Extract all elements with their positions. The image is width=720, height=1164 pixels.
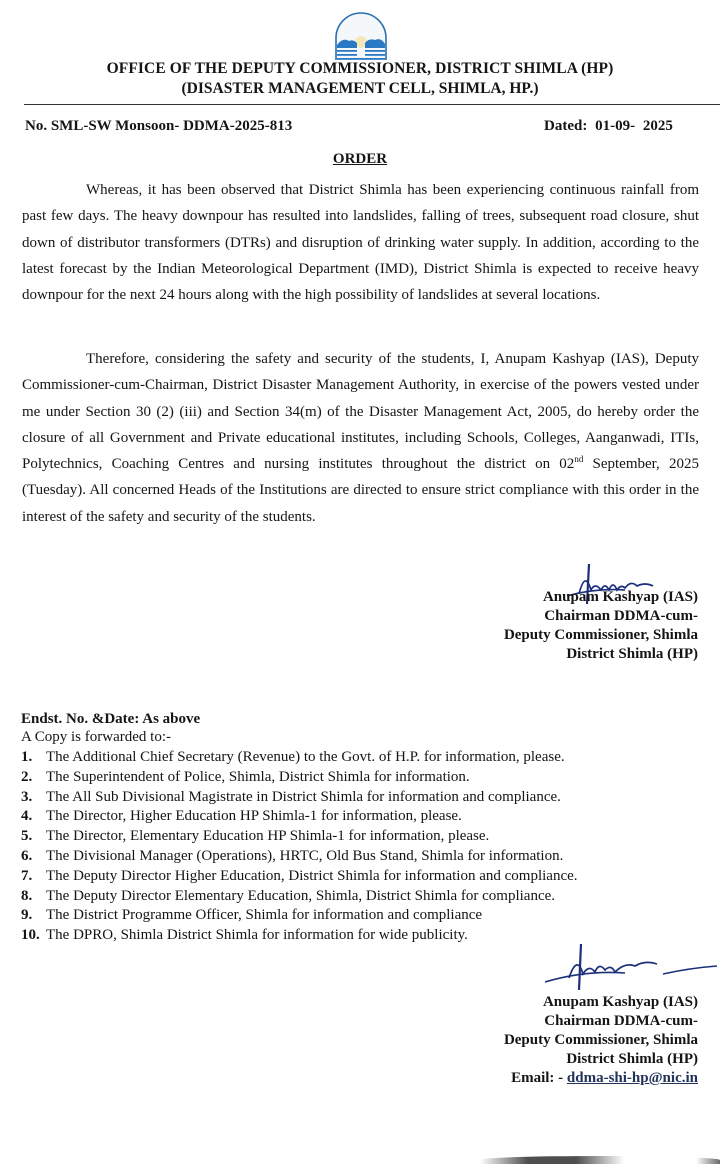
- email-line: [504, 1069, 698, 1088]
- order-paragraph-1: Whereas, it has been observed that District Shimla has been experiencing continuous rainfall from past few days. The heavy downpour has resulted into landslides, falling of trees, subsequent road closure, shut down of distributor transformers (DTRs) and disruption of drinking water supply. In addition, according to the latest forecast by the Indian Meteorological Department (IMD), District Shimla is expected to receive heavy downpour for the next 24 hours along with the high possibility of landslides at several locations.: [22, 182, 699, 304]
- list-item: 6. The Divisional Manager (Operations), HRTC, Old Bus Stand, Shimla for information.: [21, 847, 564, 864]
- dated-label: Dated:: [544, 118, 588, 134]
- copy-forwarded-label: A Copy is forwarded to:-: [21, 729, 171, 745]
- date-line: [544, 118, 673, 135]
- signatory-title: Chairman DDMA-cum-: [544, 608, 698, 624]
- list-item: 8. The Deputy Director Elementary Education, Shimla, District Shimla for compliance.: [21, 887, 556, 904]
- signatory-title: Deputy Commissioner, Shimla: [503, 1032, 698, 1048]
- signatory-name: Anupam Kashyap (IAS): [542, 994, 698, 1010]
- signatory-title: District Shimla (HP): [566, 646, 698, 662]
- emblem-logo-icon: [333, 12, 389, 62]
- signatory-title: Deputy Commissioner, Shimla: [503, 627, 698, 643]
- signature-block-1: [504, 588, 698, 664]
- distribution-list: [21, 748, 578, 946]
- header-divider: [24, 104, 720, 105]
- list-item: 3. The All Sub Divisional Magistrate in District Shimla for information and compliance.: [21, 788, 561, 805]
- reference-number: No. SML-SW Monsoon- DDMA-2025-813: [25, 118, 293, 134]
- signatory-name: Anupam Kashyap (IAS): [542, 589, 698, 605]
- scan-edge-shadow: [480, 1156, 720, 1164]
- endorsement-heading: Endst. No. &Date: As above: [21, 711, 201, 727]
- list-item: 4. The Director, Higher Education HP Shimla-1 for information, please.: [21, 808, 462, 825]
- list-item: 10. The DPRO, Shimla District Shimla for information for wide publicity.: [21, 927, 468, 944]
- cell-subheading: (DISASTER MANAGEMENT CELL, SHIMLA, HP.): [181, 80, 539, 97]
- order-title: ORDER: [332, 151, 388, 167]
- order-paragraph-2: Therefore, considering the safety and security of the students, I, Anupam Kashyap (IAS), Deputy Commissioner-cum-Chairman, District Disaster Management Authority, in exercise of the powers vested under me under Section 30 (2) (iii) and Section 34(m) of the Disaster Management Act, 2005, do hereby order the closure of all Government and Private educational institutes, including Schools, Colleges, Aanganwadi, ITIs, Polytechnics, Coaching Centres and nursing institutes throughout the district on 02nd September, 2025 (Tuesday). All concerned Heads of the Institutions are directed to ensure strict compliance with this order in the interest of the safety and security of the students.: [22, 351, 699, 525]
- list-item: 9. The District Programme Officer, Shimla for information and compliance: [21, 907, 483, 924]
- handwritten-signature-icon: [545, 940, 720, 1000]
- email-link[interactable]: ddma-shi-hp@nic.in: [566, 1070, 698, 1086]
- signatory-title: Chairman DDMA-cum-: [544, 1013, 698, 1029]
- list-item: 5. The Director, Elementary Education HP Shimla-1 for information, please.: [21, 828, 490, 845]
- list-item: 2. The Superintendent of Police, Shimla, District Shimla for information.: [21, 768, 470, 785]
- signatory-title: District Shimla (HP): [566, 1051, 698, 1067]
- list-item: 1. The Additional Chief Secretary (Revenue) to the Govt. of H.P. for information, please.: [21, 749, 565, 765]
- email-label: Email: -: [511, 1070, 567, 1086]
- date-value: 01-09- 2025: [595, 118, 673, 134]
- list-item: 7. The Deputy Director Higher Education, District Shimla for information and compliance.: [21, 867, 578, 884]
- signature-block-2: [504, 993, 698, 1088]
- office-heading: OFFICE OF THE DEPUTY COMMISSIONER, DISTRICT SHIMLA (HP): [106, 60, 614, 77]
